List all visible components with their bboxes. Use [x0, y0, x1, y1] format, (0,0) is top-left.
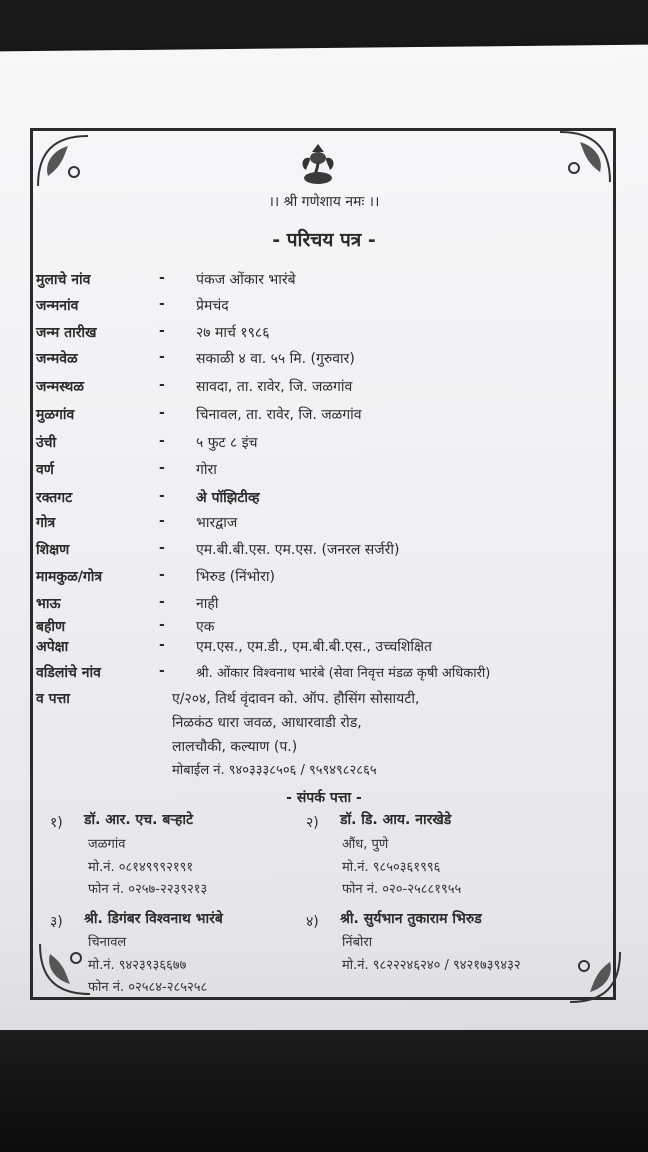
contact-name: श्री. सुर्यभान तुकाराम भिरुड	[340, 911, 482, 927]
detail-label: रक्तगट	[36, 490, 73, 506]
detail-value: प्रेमचंद	[196, 298, 229, 314]
detail-dash: -	[159, 433, 165, 449]
detail-value: गोरा	[196, 462, 217, 478]
detail-value: एक	[196, 619, 215, 635]
detail-dash: -	[159, 323, 165, 339]
detail-label: मुलाचे नांव	[36, 272, 91, 288]
ganesha-emblem-icon	[296, 142, 340, 186]
detail-label: व पत्ता	[36, 691, 70, 707]
detail-row	[36, 540, 616, 564]
address-line: लालचौकी, कल्याण (प.)	[172, 739, 298, 755]
detail-dash: -	[159, 663, 165, 679]
detail-dash: -	[159, 296, 165, 312]
contact-mobile: मो.नं. ९८२२२४६२४० / ९४२१७३९४३२	[342, 958, 521, 973]
detail-row	[36, 594, 616, 618]
detail-value: भिरुड (निंभोरा)	[196, 569, 275, 585]
contact-city: निंबोरा	[342, 935, 373, 950]
detail-label: वर्ण	[36, 462, 54, 478]
contact-number: १)	[50, 815, 63, 831]
detail-value: २७ मार्च १९८६	[196, 325, 270, 341]
detail-dash: -	[159, 540, 165, 556]
detail-row	[36, 513, 616, 537]
page-title: - परिचय पत्र -	[272, 229, 376, 251]
detail-dash: -	[159, 349, 165, 365]
detail-value: चिनावल, ता. रावेर, जि. जळगांव	[196, 407, 362, 423]
detail-dash: -	[159, 377, 165, 393]
detail-label: जन्मनांव	[36, 298, 79, 314]
detail-value: एम.बी.बी.एस. एम.एस. (जनरल सर्जरी)	[196, 542, 400, 558]
contact-city: जळगांव	[88, 837, 126, 852]
invocation-text: ।। श्री गणेशाय नमः ।।	[268, 194, 380, 210]
detail-row	[36, 405, 616, 429]
contact-number: ३)	[50, 914, 63, 930]
detail-row	[36, 689, 616, 713]
detail-row	[36, 296, 616, 320]
detail-value: श्री. ओंकार विश्वनाथ भारंबे (सेवा निवृत्त मंडळ कृषी अधिकारी)	[196, 666, 491, 681]
corner-ornament-bottom-right	[566, 948, 624, 1006]
contacts-heading: - संपर्क पत्ता -	[286, 790, 362, 806]
detail-dash: -	[159, 270, 165, 286]
detail-row	[36, 349, 616, 373]
contact-phone: फोन नं. ०२५७-२२३९२१३	[88, 882, 208, 897]
detail-label: मामकुळ/गोत्र	[36, 569, 103, 585]
background-bottom	[0, 1030, 648, 1152]
contact-mobile: मो.नं. ०८१४९९९२१९१	[88, 860, 194, 875]
contact-phone: फोन नं. ०२०-२५८८१९५५	[342, 882, 462, 897]
contact-city: औंध, पुणे	[342, 837, 389, 852]
contact-name: डॉ. आर. एच. बऱ्हाटे	[84, 812, 194, 828]
detail-label: उंची	[36, 435, 57, 451]
detail-value: पंकज ओंकार भारंबे	[196, 272, 296, 288]
contact-phone: फोन नं. ०२५८४-२८५२५८	[88, 980, 208, 995]
detail-row	[36, 323, 616, 347]
detail-label: जन्म तारीख	[36, 325, 97, 341]
detail-value: नाही	[196, 596, 219, 612]
address-line: मोबाईल नं. ९४०३३३८५०६ / ९५९४९८२८६५	[172, 763, 377, 778]
corner-ornament-top-right	[556, 128, 614, 186]
detail-dash: -	[159, 594, 165, 610]
detail-value: सकाळी ४ वा. ५५ मि. (गुरुवार)	[196, 351, 355, 367]
contact-number: २)	[306, 815, 319, 831]
detail-label: अपेक्षा	[36, 639, 69, 655]
detail-value: अे पॉझिटीव्ह	[196, 490, 260, 506]
detail-row	[36, 460, 616, 484]
detail-label: वडिलांचे नांव	[36, 665, 101, 681]
detail-value: एम.एस., एम.डी., एम.बी.बी.एस., उच्चशिक्षित	[196, 639, 433, 655]
detail-dash: -	[159, 488, 165, 504]
detail-value: ए/२०४, तिर्थ वृंदावन को. ऑप. हौसिंग सोसायटी,	[172, 691, 420, 707]
detail-dash: -	[159, 637, 165, 653]
detail-label: मुळगांव	[36, 407, 75, 423]
detail-row	[36, 433, 616, 457]
detail-label: शिक्षण	[36, 542, 70, 558]
detail-value: ५ फुट ८ इंच	[196, 435, 258, 451]
detail-row	[36, 663, 616, 687]
address-line: निळकंठ धारा जवळ, आधारवाडी रोड,	[172, 715, 362, 731]
detail-dash: -	[159, 567, 165, 583]
detail-row	[36, 567, 616, 591]
detail-value: भारद्वाज	[196, 515, 238, 531]
corner-ornament-top-left	[34, 132, 92, 190]
detail-dash: -	[159, 513, 165, 529]
detail-value: सावदा, ता. रावेर, जि. जळगांव	[196, 379, 353, 395]
detail-label: भाऊ	[36, 596, 61, 612]
contact-mobile: मो.नं. ९८५०३६१९९६	[342, 860, 441, 875]
detail-dash: -	[159, 617, 165, 633]
detail-label: जन्मस्थळ	[36, 379, 84, 395]
detail-row	[36, 377, 616, 401]
detail-row	[36, 637, 616, 661]
contact-city: चिनावल	[88, 935, 127, 950]
contact-name: डॉ. डि. आय. नारखेडे	[340, 812, 452, 828]
detail-row	[36, 270, 616, 294]
contact-number: ४)	[306, 914, 319, 930]
contact-name: श्री. डिगंबर विश्वनाथ भारंबे	[84, 911, 223, 927]
detail-label: जन्मवेळ	[36, 351, 78, 367]
detail-dash: -	[159, 405, 165, 421]
detail-label: बहीण	[36, 619, 66, 635]
detail-row	[36, 488, 616, 512]
contact-mobile: मो.नं. ९४२३९३६६७७	[88, 958, 187, 973]
detail-dash: -	[159, 460, 165, 476]
corner-ornament-bottom-left	[36, 940, 94, 998]
detail-label: गोत्र	[36, 515, 56, 531]
